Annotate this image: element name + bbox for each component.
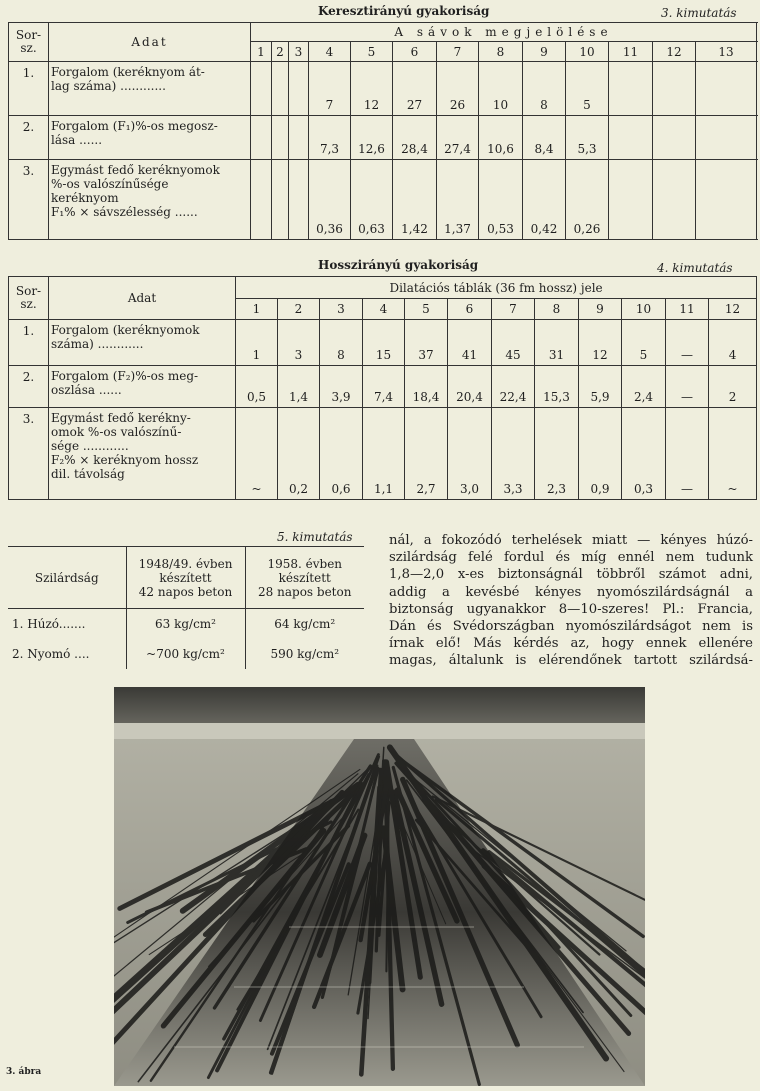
body-line: Dán és Svédországban nyomószilárdságot nem is	[389, 619, 753, 635]
body-line: biztonság ugyanakkor 8—10-szeres! Pl.: Francia,	[389, 601, 753, 617]
table4-row	[9, 320, 757, 366]
table4-cell: 41	[448, 320, 492, 366]
table3-cell	[251, 116, 272, 160]
table3-cell	[653, 160, 696, 240]
table4-cell: ~	[236, 408, 278, 500]
table3-col-9: 9	[523, 42, 566, 62]
table3	[8, 22, 757, 240]
table3-row-label	[49, 116, 251, 160]
runway-photo-image	[114, 687, 645, 1086]
table5-row-1-v2: 64 kg/cm²	[274, 616, 336, 631]
table3-row-number: 3.	[9, 160, 49, 240]
table4-cell: —	[666, 366, 709, 408]
table3-head-adat: Adat	[49, 23, 251, 62]
body-line: addig a kevésbé kényes nyomószilárdságnál a	[389, 584, 753, 600]
table3-cell: 27	[393, 62, 437, 116]
table4-head-sorsz: Sor- sz.	[9, 277, 49, 320]
table3-cell: 27,4	[437, 116, 479, 160]
table3-col-1: 1	[251, 42, 272, 62]
table3-cell	[696, 62, 757, 116]
table4-cell: 2,3	[535, 408, 579, 500]
table3-col-6: 6	[393, 42, 437, 62]
table3-cell	[272, 62, 289, 116]
table4-row-label-line: sége ............	[51, 439, 129, 453]
table4-cell: 45	[492, 320, 535, 366]
table4-col-7: 7	[492, 299, 535, 320]
table3-row-label-line: Forgalom (F₁)%-os megosz-	[51, 119, 218, 133]
table5-head-col1: 1948/49. évben készített 42 napos beton	[126, 547, 245, 609]
table3-row-number: 2.	[9, 116, 49, 160]
table3-head-sorsz: Sor- sz.	[9, 23, 49, 62]
table4-cell: 2,4	[622, 366, 666, 408]
table5-row-2-v1: ~700 kg/cm²	[126, 639, 245, 669]
table3-cell: 5	[566, 62, 609, 116]
table3-cell	[609, 116, 653, 160]
table4-cell: 1,4	[278, 366, 320, 408]
table4-row-label-line: Forgalom (F₂)%-os meg-	[51, 369, 199, 383]
table4-row-label-line: dil. távolság	[51, 467, 125, 481]
table3-col-12: 12	[653, 42, 696, 62]
table3-col-8: 8	[479, 42, 523, 62]
table4-cell: 15	[363, 320, 405, 366]
table3-row-label	[49, 160, 251, 240]
table4-cell: —	[666, 320, 709, 366]
table5-head-col2: 1958. évben készített 28 napos beton	[245, 547, 364, 609]
table3-cell: 12,6	[351, 116, 393, 160]
table4-row-label-line: Egymást fedő kerékny-	[51, 411, 191, 425]
table3-cell: 7,3	[309, 116, 351, 160]
table3-cell	[251, 62, 272, 116]
table4-row-label-line: F₂% × keréknyom hossz	[51, 453, 199, 467]
table4-row-number: 1.	[9, 320, 49, 366]
table4-row-label-line: Forgalom (keréknyomok	[51, 323, 200, 337]
table3-col-11: 11	[609, 42, 653, 62]
table4-cell: 3	[278, 320, 320, 366]
table3-cell: 7	[309, 62, 351, 116]
table3-col-3: 3	[289, 42, 309, 62]
table3-cell: 5,3	[566, 116, 609, 160]
table3-cell: 1,42	[393, 160, 437, 240]
table3-cell: 26	[437, 62, 479, 116]
body-line: szilárdság felé fordul és míg ennél nem tudunk	[389, 550, 753, 566]
table4-head-adat: Adat	[49, 277, 236, 320]
table3-cell	[289, 62, 309, 116]
table4-cell: 3,9	[320, 366, 363, 408]
table3-cell	[696, 160, 757, 240]
table4-row-label-line: száma) ............	[51, 337, 144, 351]
table3-col-13: 13	[696, 42, 757, 62]
table4-cell: 8	[320, 320, 363, 366]
table4-row	[9, 366, 757, 408]
table3-cell	[289, 116, 309, 160]
table3-cell: 0,36	[309, 160, 351, 240]
table4-cell: 0,3	[622, 408, 666, 500]
table5-head-label: Szilárdság	[8, 547, 126, 609]
table4-col-5: 5	[405, 299, 448, 320]
table4-col-2: 2	[278, 299, 320, 320]
table4-cell: 37	[405, 320, 448, 366]
table3-cell	[272, 160, 289, 240]
table5	[8, 546, 364, 669]
table4-col-12: 12	[709, 299, 757, 320]
table4-row	[9, 408, 757, 500]
table4-cell: 15,3	[535, 366, 579, 408]
table4-row-label-line: oszlása ......	[51, 383, 122, 397]
table4-col-4: 4	[363, 299, 405, 320]
table4-col-10: 10	[622, 299, 666, 320]
table4-row-label	[49, 408, 236, 500]
table3-col-2: 2	[272, 42, 289, 62]
table3-cell: 1,37	[437, 160, 479, 240]
table3-row	[9, 160, 757, 240]
table3-row-label-line: lag száma) ............	[51, 79, 166, 93]
table3-row-label-line: Forgalom (keréknyom át-	[51, 65, 205, 79]
table3-cell	[609, 160, 653, 240]
table3-row-label-line: lása ......	[51, 133, 103, 147]
table4-cell: 4	[709, 320, 757, 366]
table4-cell: 0,6	[320, 408, 363, 500]
table3-cell: 12	[351, 62, 393, 116]
table3-head-group: A sávok megjelölése	[251, 23, 757, 42]
table4-cell: 5	[622, 320, 666, 366]
table3-row-label	[49, 62, 251, 116]
body-line: nál, a fokozódó terhelések miatt — kényes húzó-	[389, 533, 753, 548]
table4-row-label	[49, 366, 236, 408]
body-line: magas, általunk is elérendőnek tartott szilárdsá-	[389, 653, 753, 669]
table4-col-9: 9	[579, 299, 622, 320]
table4-cell: 20,4	[448, 366, 492, 408]
table3-col-4: 4	[309, 42, 351, 62]
table3-cell	[696, 116, 757, 160]
table3-cell: 8,4	[523, 116, 566, 160]
table4-col-8: 8	[535, 299, 579, 320]
table4-cell: ~	[709, 408, 757, 500]
table4-row-number: 2.	[9, 366, 49, 408]
table4	[8, 276, 757, 500]
table3-cell: 0,63	[351, 160, 393, 240]
table4-cell: 22,4	[492, 366, 535, 408]
table3-cell: 0,53	[479, 160, 523, 240]
table3-number: 3. kimutatás	[661, 6, 737, 20]
table4-cell: 1,1	[363, 408, 405, 500]
table4-title: Hosszirányú gyakoriság	[318, 258, 479, 272]
table4-cell: 2,7	[405, 408, 448, 500]
table3-cell	[251, 160, 272, 240]
body-line: írnak elő! Más kérdés az, hogy ennek ellenére	[389, 636, 753, 652]
body-line: 1,8—2,0 x-es biztonságnál többről számot adni,	[389, 567, 753, 583]
table3-cell	[289, 160, 309, 240]
table3-col-7: 7	[437, 42, 479, 62]
table3-col-10: 10	[566, 42, 609, 62]
table4-head-group: Dilatációs táblák (36 fm hossz) jele	[236, 277, 757, 299]
table4-number: 4. kimutatás	[657, 261, 733, 275]
body-text	[389, 532, 753, 670]
table3-cell: 0,26	[566, 160, 609, 240]
table3-cell: 8	[523, 62, 566, 116]
table3-row-label-line: F₁% × sávszélesség ......	[51, 205, 198, 219]
table3-cell	[609, 62, 653, 116]
table3-row-label-line: Egymást fedő keréknyomok	[51, 163, 220, 177]
table3-row	[9, 116, 757, 160]
table5-row-2-v2: 590 kg/cm²	[270, 646, 340, 661]
table4-cell: 12	[579, 320, 622, 366]
table3-cell: 10	[479, 62, 523, 116]
table4-cell: 0,2	[278, 408, 320, 500]
table4-cell: 0,5	[236, 366, 278, 408]
table4-cell: 31	[535, 320, 579, 366]
table4-cell: 18,4	[405, 366, 448, 408]
table5-row-1-label: 1. Húzó.......	[8, 609, 126, 639]
table3-row-number: 1.	[9, 62, 49, 116]
table3-cell	[272, 116, 289, 160]
runway-photo	[114, 687, 645, 1086]
table4-cell: 1	[236, 320, 278, 366]
table3-cell	[653, 62, 696, 116]
figure-caption: 3. ábra	[6, 1067, 42, 1077]
table3-cell: 28,4	[393, 116, 437, 160]
table4-row-label	[49, 320, 236, 366]
table3-cell: 10,6	[479, 116, 523, 160]
table3-col-5: 5	[351, 42, 393, 62]
table4-cell: 7,4	[363, 366, 405, 408]
table3-cell: 0,42	[523, 160, 566, 240]
table4-col-1: 1	[236, 299, 278, 320]
table4-row-label-line: omok %-os valószínű-	[51, 425, 182, 439]
table4-col-11: 11	[666, 299, 709, 320]
table4-col-3: 3	[320, 299, 363, 320]
table5-row-2-label: 2. Nyomó ....	[8, 639, 126, 669]
table5-row-1-v1: 63 kg/cm²	[126, 609, 245, 639]
table3-row-label-line: %-os valószínűsége	[51, 177, 169, 191]
table3-row-label-line: keréknyom	[51, 191, 119, 205]
table3-cell	[653, 116, 696, 160]
table4-cell: 3,0	[448, 408, 492, 500]
table4-cell: 0,9	[579, 408, 622, 500]
table3-row	[9, 62, 757, 116]
table5-number: 5. kimutatás	[277, 530, 353, 544]
table4-cell: 3,3	[492, 408, 535, 500]
table4-col-6: 6	[448, 299, 492, 320]
table4-cell: 5,9	[579, 366, 622, 408]
table3-title: Keresztirányú gyakoriság	[318, 4, 490, 18]
table4-row-number: 3.	[9, 408, 49, 500]
table4-cell: —	[666, 408, 709, 500]
table4-cell: 2	[709, 366, 757, 408]
